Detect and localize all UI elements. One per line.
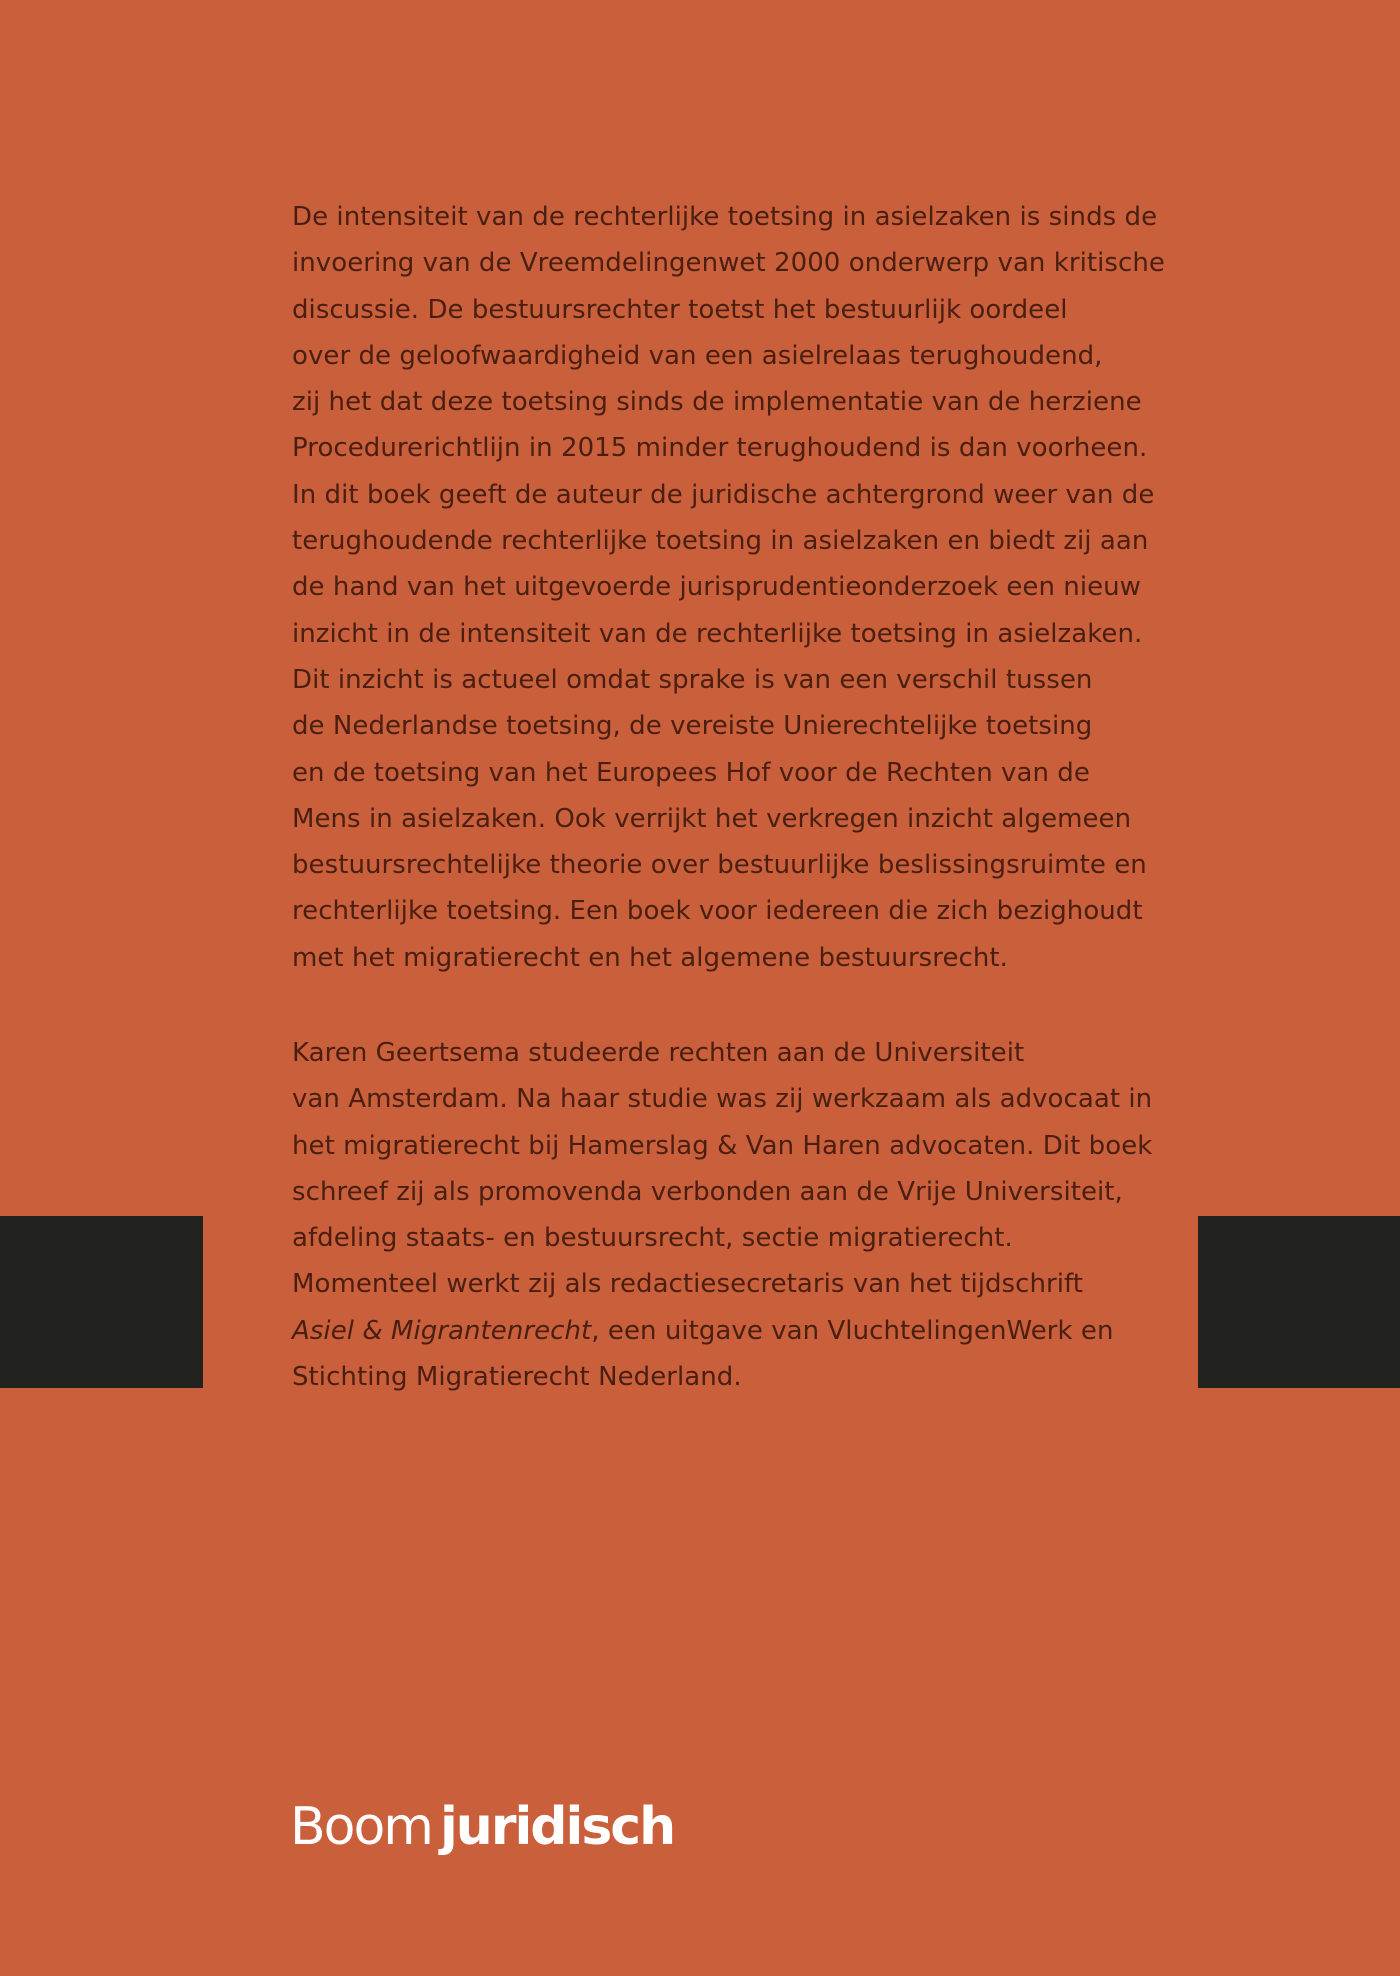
description-line: invoering van de Vreemdelingenwet 2000 onderwerp van kritische <box>292 248 1165 279</box>
journal-title: Asiel & Migrantenrecht <box>292 1315 592 1346</box>
description-line: de Nederlandse toetsing, de vereiste Unierechtelijke toetsing <box>292 711 1093 742</box>
publisher-logo <box>290 1792 674 1862</box>
dark-band-left <box>0 1216 203 1388</box>
description-line: terughoudende rechterlijke toetsing in asielzaken en biedt zij aan <box>292 526 1149 557</box>
description-line: Dit inzicht is actueel omdat sprake is van een verschil tussen <box>292 664 1093 695</box>
journal-rest: , een uitgave van VluchtelingenWerk en <box>591 1315 1114 1346</box>
description-line: bestuursrechtelijke theorie over bestuurlijke beslissingsruimte en <box>292 850 1147 881</box>
description-line: rechterlijke toetsing. Een boek voor iedereen die zich bezighoudt <box>292 896 1143 927</box>
description-line: In dit boek geeft de auteur de juridische achtergrond weer van de <box>292 479 1155 510</box>
description-line: Procedurerichtlijn in 2015 minder terughoudend is dan voorheen. <box>292 433 1148 464</box>
author-bio-line: van Amsterdam. Na haar studie was zij werkzaam als advocaat in <box>292 1084 1153 1115</box>
description-line: De intensiteit van de rechterlijke toetsing in asielzaken is sinds de <box>292 202 1158 232</box>
author-bio-line: Karen Geertsema studeerde rechten aan de Universiteit <box>292 1038 1025 1068</box>
description-line: en de toetsing van het Europees Hof voor de Rechten van de <box>292 757 1090 788</box>
author-bio-line: Momenteel werkt zij als redactiesecretaris van het tijdschrift <box>292 1269 1084 1300</box>
book-description <box>292 194 1165 981</box>
description-line: over de geloofwaardigheid van een asielrelaas terughoudend, <box>292 340 1103 371</box>
author-bio-line: schreef zij als promovenda verbonden aan de Vrije Universiteit, <box>292 1176 1123 1207</box>
author-bio-line: afdeling staats- en bestuursrecht, sectie migratierecht. <box>292 1223 1013 1254</box>
description-line: zij het dat deze toetsing sinds de implementatie van de herziene <box>292 387 1142 418</box>
author-bio-line-journal <box>292 1308 1112 1354</box>
author-bio-line: Stichting Migratierecht Nederland. <box>292 1362 742 1393</box>
description-line: de hand van het uitgevoerde jurisprudentieonderzoek een nieuw <box>292 572 1142 603</box>
author-bio-line: het migratierecht bij Hamerslag & Van Haren advocaten. Dit boek <box>292 1130 1153 1161</box>
publisher-logo-juridisch: juridisch <box>439 1797 675 1857</box>
dark-band-right <box>1198 1216 1400 1388</box>
publisher-logo-boom: Boom <box>290 1797 432 1857</box>
description-line: Mens in asielzaken. Ook verrijkt het verkregen inzicht algemeen <box>292 803 1132 834</box>
description-line: discussie. De bestuursrechter toetst het bestuurlijk oordeel <box>292 294 1068 325</box>
author-bio <box>292 1030 1153 1400</box>
description-line: inzicht in de intensiteit van de rechterlijke toetsing in asielzaken. <box>292 618 1143 649</box>
description-line: met het migratierecht en het algemene bestuursrecht. <box>292 942 1008 973</box>
